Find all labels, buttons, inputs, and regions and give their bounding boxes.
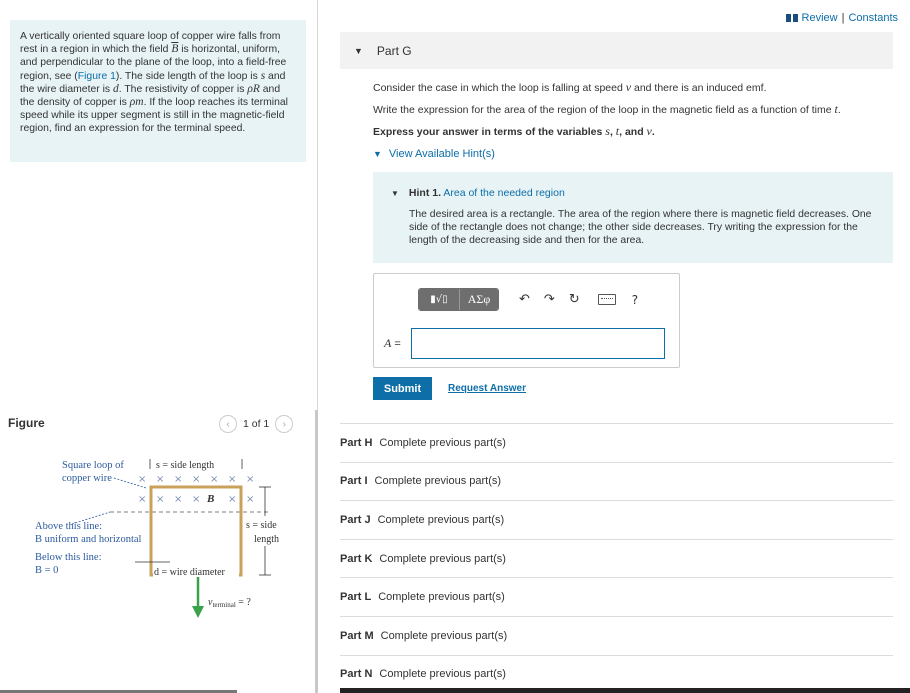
- part-row: Part J Complete previous part(s): [340, 500, 893, 539]
- constants-link[interactable]: Constants: [848, 12, 898, 24]
- undo-icon[interactable]: ↶: [519, 292, 530, 307]
- help-icon[interactable]: ?: [631, 292, 639, 307]
- figure-title: Figure: [8, 416, 45, 430]
- figure-counter: 1 of 1: [243, 418, 270, 430]
- part-g-instruction-3: Express your answer in terms of the variables s, t, and v.: [373, 124, 655, 138]
- hint-caret-icon: ▼: [391, 188, 399, 198]
- view-hints-toggle[interactable]: [373, 148, 495, 160]
- svg-text:×: ×: [192, 494, 201, 505]
- diameter-label: d = wire diameter: [154, 567, 225, 578]
- svg-text:×: ×: [138, 494, 147, 505]
- part-row: Part K Complete previous part(s): [340, 539, 893, 578]
- part-row: Part M Complete previous part(s): [340, 616, 893, 655]
- next-figure-button[interactable]: ›: [275, 415, 293, 433]
- rho-r-symbol: ρR: [247, 82, 260, 95]
- hint-1-text: The desired area is a rectangle. The area of the region where there is magnetic field decreases. One side of the rectangle does not change; the other side decreases. Try writing the expression for the length of the decreasing side and then for the area.: [409, 209, 872, 246]
- svg-text:×: ×: [138, 474, 147, 485]
- part-g-instruction-1: Consider the case in which the loop is falling at speed v and there is an induced emf.: [373, 80, 767, 94]
- above-line-label-2: B uniform and horizontal: [35, 534, 142, 545]
- part-g-label: Part G: [376, 43, 412, 58]
- above-line-label-1: Above this line:: [35, 521, 103, 532]
- part-g-instruction-2: Write the expression for the area of the region of the loop in the magnetic field as a function of time t.: [373, 102, 841, 116]
- review-constants: [786, 12, 898, 24]
- part-g-header[interactable]: [340, 32, 893, 69]
- problem-text: ). The side length of the loop is: [115, 70, 261, 82]
- figure-scrollbar[interactable]: [315, 410, 318, 693]
- math-toolbar: [418, 288, 638, 311]
- svg-text:×: ×: [174, 494, 183, 505]
- rho-m-symbol: ρm: [129, 96, 144, 109]
- submit-button[interactable]: Submit: [373, 377, 432, 400]
- parts-list: [340, 423, 893, 693]
- right-side-label-1: s = side: [246, 520, 277, 531]
- hint-1-title[interactable]: [391, 187, 565, 199]
- loop-label-1: Square loop of: [62, 460, 124, 471]
- redo-icon[interactable]: ↷: [543, 292, 555, 307]
- bottom-bar: [340, 688, 910, 693]
- view-hints-label: View Available Hint(s): [388, 148, 495, 160]
- book-icon: [786, 14, 798, 22]
- hint-number: Hint 1.: [408, 187, 442, 199]
- review-link[interactable]: Review: [801, 12, 838, 24]
- svg-text:×: ×: [156, 494, 165, 505]
- s-symbol: s: [260, 69, 266, 82]
- svg-text:×: ×: [228, 494, 237, 505]
- figure-link[interactable]: Figure 1: [77, 70, 116, 82]
- svg-text:×: ×: [246, 474, 255, 485]
- below-line-label-1: Below this line:: [35, 552, 102, 563]
- answer-box: [373, 273, 680, 368]
- part-row: Part H Complete previous part(s): [340, 423, 893, 462]
- problem-text: and the wire diameter is: [20, 70, 286, 95]
- hint-title-text: Area of the needed region: [443, 187, 565, 199]
- reset-icon[interactable]: ↻: [568, 292, 580, 307]
- svg-text:×: ×: [174, 474, 183, 485]
- b-symbol: $\overline{B}$: [171, 43, 179, 56]
- svg-text:×: ×: [192, 474, 201, 485]
- svg-text:×: ×: [156, 474, 165, 485]
- figure-diagram: [0, 440, 315, 620]
- part-row: Part I Complete previous part(s): [340, 462, 893, 501]
- problem-text: and the density of copper is: [20, 83, 281, 109]
- side-length-label: s = side length: [156, 460, 215, 471]
- part-row: Part L Complete previous part(s): [340, 577, 893, 616]
- part-row: Part N Complete previous part(s): [340, 655, 893, 693]
- collapse-caret-icon: ▼: [354, 45, 363, 56]
- b-field-label: B: [207, 493, 215, 505]
- problem-text: . If the loop reaches its terminal speed while its upper segment is still in the magnetic-field region, find an expression for the terminal speed.: [20, 97, 288, 135]
- field-x-marks: [138, 474, 254, 505]
- keyboard-icon[interactable]: [598, 294, 616, 305]
- loop-label-2: copper wire: [62, 473, 112, 484]
- separator: |: [841, 12, 845, 24]
- greek-symbols-button[interactable]: ΑΣφ: [460, 289, 498, 310]
- below-line-label-2: B = 0: [35, 565, 59, 576]
- request-answer-link[interactable]: Request Answer: [448, 383, 526, 394]
- answer-label: A =: [384, 336, 401, 350]
- velocity-arrowhead: [192, 606, 204, 618]
- svg-text:×: ×: [210, 474, 219, 485]
- problem-text: . The resistivity of copper is: [118, 83, 248, 95]
- problem-text: is horizontal, uniform, and perpendicular to the plane of the loop, into a field-free region, see (: [20, 44, 287, 82]
- problem-statement: [10, 20, 306, 162]
- template-button-group: [418, 288, 499, 311]
- terminal-velocity-label: $v_{terminal}$ = ?: [208, 597, 251, 609]
- hints-caret-icon: ▼: [373, 149, 382, 159]
- figure-pager: [219, 415, 293, 433]
- math-templates-button[interactable]: ▮√▯: [419, 289, 460, 310]
- d-symbol: d: [112, 82, 119, 95]
- answer-input[interactable]: [411, 328, 665, 359]
- svg-text:×: ×: [228, 474, 237, 485]
- hint-panel: [373, 172, 893, 263]
- problem-text: A vertically oriented square loop of copper wire falls from rest in a region in which the field: [20, 31, 281, 56]
- right-side-label-2: length: [254, 534, 279, 545]
- svg-text:×: ×: [246, 494, 255, 505]
- prev-figure-button[interactable]: ‹: [219, 415, 237, 433]
